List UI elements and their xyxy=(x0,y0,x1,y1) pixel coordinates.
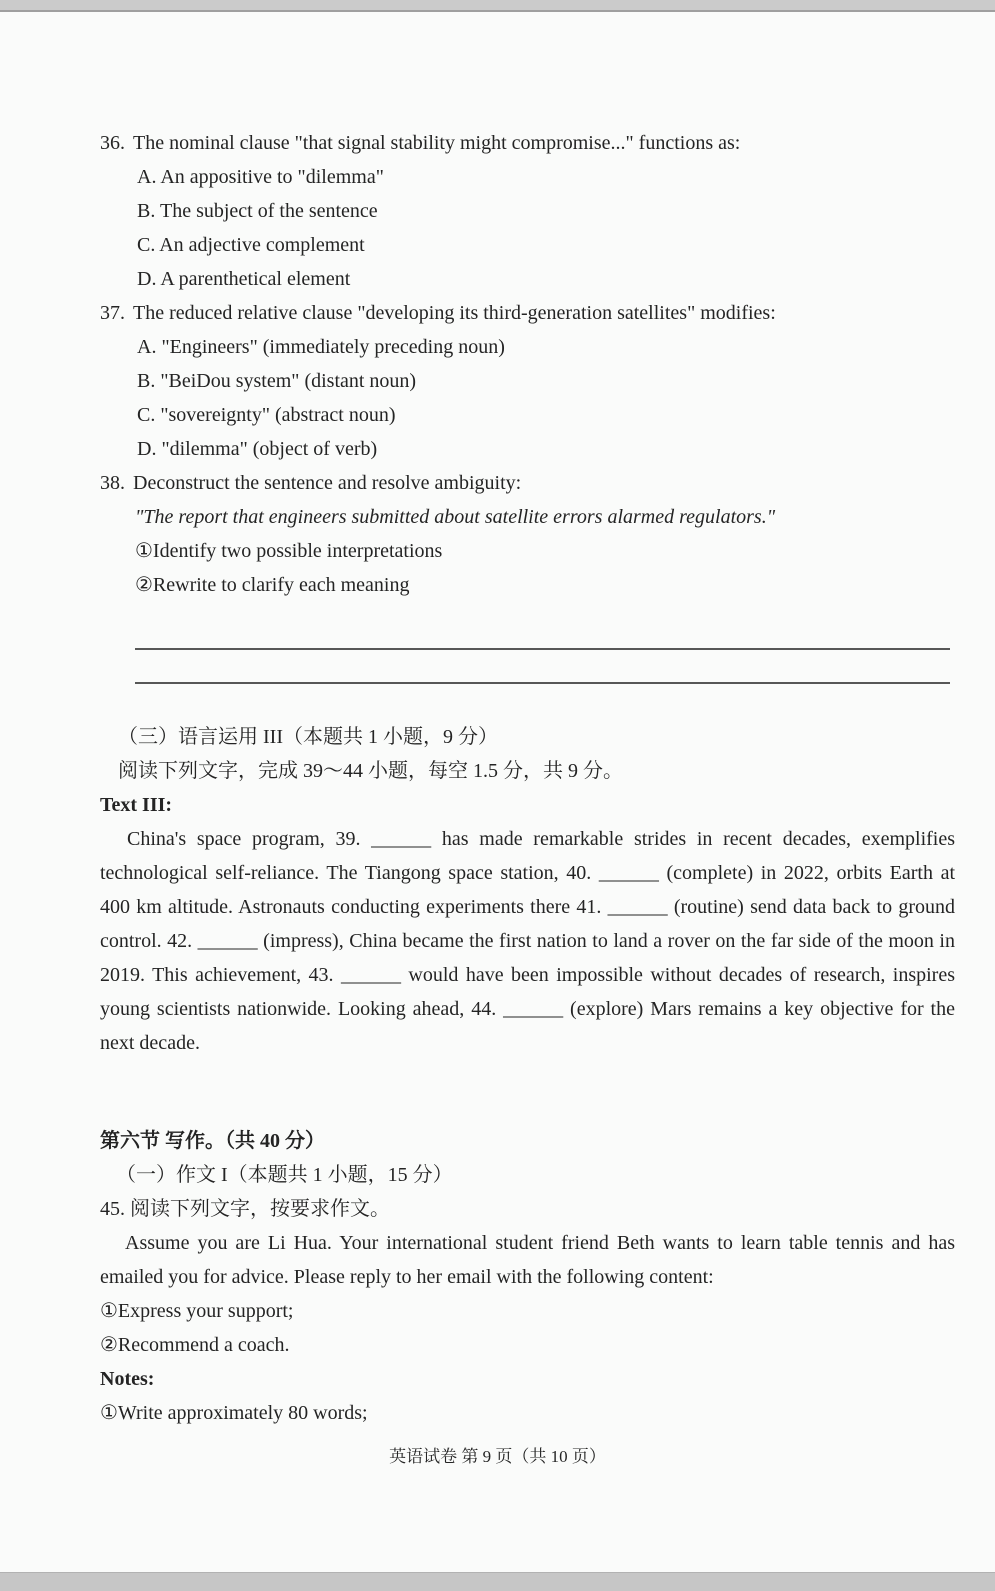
question-45-stem: 45. 阅读下列文字，按要求作文。 xyxy=(100,1198,390,1220)
question-37-option-d: D. "dilemma" (object of verb) xyxy=(137,438,378,460)
answer-blank-line-1 xyxy=(135,648,950,650)
section-3-instruction: 阅读下列文字，完成 39～44 小题，每空 1.5 分，共 9 分。 xyxy=(118,760,623,782)
cloze-passage: China's space program, 39. ______ has made remarkable strides in recent decades, exemplifies technological self-reliance. The Tiangong space station, 40. ______ (complete) in 2022, orbits Earth at 400 km altitude. Astronauts conducting experiments there 41. ______ (routine) send data back to ground control. 42. ______ (impress), China became the first nation to land a rover on the far side of the moon in 2019. This achievement, 43. ______ would have been impossible without decades of research, inspires young scientists nationwide. Looking ahead, 44. ______ (explore) Mars remains a key objective for the next decade. xyxy=(100,828,955,1054)
question-37-option-c: C. "sovereignty" (abstract noun) xyxy=(137,404,396,426)
question-36-option-b: B. The subject of the sentence xyxy=(137,200,378,222)
page-footer: 英语试卷 第 9 页（共 10 页） xyxy=(389,1447,606,1466)
question-37 xyxy=(100,296,955,466)
writing-section-heading: 第六节 写作。（共 40 分） xyxy=(100,1130,325,1152)
question-36-option-a: A. An appositive to "dilemma" xyxy=(137,166,384,188)
question-38-sentence: "The report that engineers submitted about satellite errors alarmed regulators." xyxy=(135,506,776,528)
question-37-number: 37. xyxy=(100,302,125,324)
question-38-number: 38. xyxy=(100,472,125,494)
writing-sub-heading: （一）作文 I（本题共 1 小题，15 分） xyxy=(116,1164,453,1186)
note-1: ①Write approximately 80 words; xyxy=(100,1402,368,1424)
question-38-task-1: ①Identify two possible interpretations xyxy=(135,540,443,562)
question-36-stem xyxy=(100,126,955,160)
question-36-text: The nominal clause "that signal stability might compromise..." functions as: xyxy=(133,132,741,154)
text-3-label: Text III: xyxy=(100,794,173,816)
writing-task-2: ②Recommend a coach. xyxy=(100,1334,290,1356)
page-content xyxy=(100,126,955,1430)
question-36-number: 36. xyxy=(100,132,125,154)
question-37-option-a: A. "Engineers" (immediately preceding noun) xyxy=(137,336,505,358)
question-36 xyxy=(100,126,955,296)
bottom-border-bar xyxy=(0,1572,995,1591)
question-36-option-c: C. An adjective complement xyxy=(137,234,365,256)
answer-blank-line-2 xyxy=(135,682,950,684)
writing-section xyxy=(100,1124,955,1430)
writing-task-1: ①Express your support; xyxy=(100,1300,294,1322)
question-37-text: The reduced relative clause "developing its third-generation satellites" modifies: xyxy=(133,302,776,324)
question-36-option-d: D. A parenthetical element xyxy=(137,268,351,290)
top-border-bar xyxy=(0,0,995,12)
notes-label: Notes: xyxy=(100,1368,155,1390)
question-37-option-b: B. "BeiDou system" (distant noun) xyxy=(137,370,417,392)
section-language-use-3 xyxy=(100,720,955,1060)
question-37-stem xyxy=(100,296,955,330)
question-38-stem xyxy=(100,466,955,500)
section-3-heading: （三）语言运用 III（本题共 1 小题，9 分） xyxy=(118,726,498,748)
question-38-task-2: ②Rewrite to clarify each meaning xyxy=(135,574,410,596)
writing-prompt: Assume you are Li Hua. Your international student friend Beth wants to learn table tennis and has emailed you for advice. Please reply to her email with the following content: xyxy=(100,1232,955,1288)
question-38 xyxy=(100,466,955,684)
question-38-text: Deconstruct the sentence and resolve ambiguity: xyxy=(133,472,522,494)
